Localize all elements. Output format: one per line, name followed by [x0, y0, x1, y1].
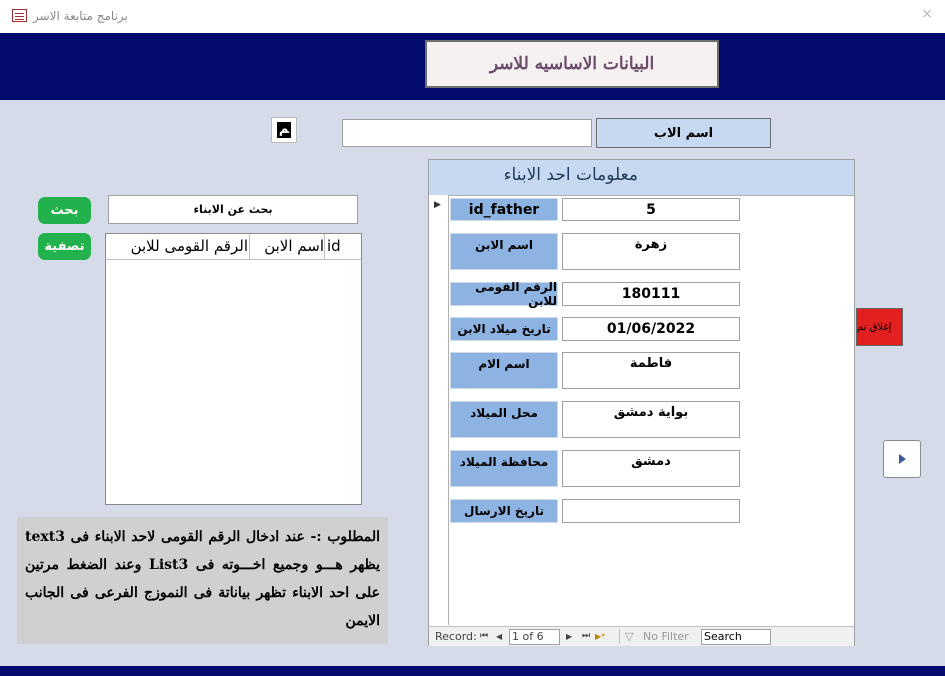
- label-id-father: id_father: [450, 198, 558, 221]
- no-filter-button[interactable]: No Filter: [643, 630, 689, 643]
- subform-title-bar: [429, 160, 854, 196]
- value-send-date[interactable]: [562, 499, 740, 523]
- search-children-field[interactable]: بحث عن الابناء: [108, 195, 358, 224]
- record-selector[interactable]: [429, 195, 449, 625]
- search-box[interactable]: Search: [701, 629, 771, 645]
- nav-divider: [619, 629, 620, 644]
- record-navigation-bar: [429, 626, 854, 646]
- close-form-button[interactable]: إغلاق نم: [856, 308, 903, 346]
- footer-band: [0, 666, 945, 676]
- search-button[interactable]: بحث: [38, 197, 91, 224]
- subform-title: معلومات احد الابناء: [503, 165, 638, 185]
- prev-record-icon[interactable]: ◀: [496, 632, 503, 641]
- first-record-icon[interactable]: ⏮: [480, 631, 489, 641]
- requirement-note: المطلوب :- عند ادخال الرقم القومى لاحد الابناء فى text3 يظهر هـــو وجميع اخـــوته فى List3 وعند الضغط مرتين على احد الابناء تظهر بياناتة فى النموزج الفرعى فى الجانب الايمن: [17, 517, 388, 644]
- list-header-id: id: [324, 234, 363, 259]
- form-icon: [12, 9, 27, 22]
- n-icon[interactable]: [271, 117, 297, 143]
- list-header-national-id: الرقم القومى للابن: [130, 237, 248, 255]
- children-listbox[interactable]: [105, 233, 362, 505]
- label-birth-governorate: محافظة الميلاد: [450, 450, 558, 487]
- record-label: Record:: [435, 630, 477, 643]
- filter-funnel-icon: ▽: [625, 630, 634, 643]
- new-record-icon[interactable]: ▶*: [595, 632, 606, 641]
- n-icon-glyph: ﻢ: [278, 122, 290, 137]
- record-selector-arrow-icon: ▶: [434, 200, 441, 210]
- window-title: برنامج متابعة الاسر: [33, 9, 128, 23]
- label-birth-date: تاريخ ميلاد الابن: [450, 317, 558, 341]
- value-birth-place[interactable]: بواية دمشق: [562, 401, 740, 438]
- page-title-box: [425, 40, 719, 88]
- label-send-date: تاريخ الارسال: [450, 499, 558, 523]
- listbox-header: [106, 234, 361, 260]
- label-child-name: اسم الابن: [450, 233, 558, 270]
- page-title: البيانات الاساسيه للاسر: [489, 54, 655, 74]
- label-national-id: الرقم القومى للابن: [450, 282, 558, 306]
- current-record-field[interactable]: 1 of 6: [509, 629, 560, 645]
- value-birth-governorate[interactable]: دمشق: [562, 450, 740, 487]
- value-birth-date[interactable]: 01/06/2022: [562, 317, 740, 341]
- title-bar: [0, 0, 945, 34]
- father-name-input[interactable]: [342, 119, 592, 147]
- close-icon[interactable]: ×: [921, 6, 933, 22]
- value-child-name[interactable]: زهرة: [562, 233, 740, 270]
- last-record-icon[interactable]: ⏭: [582, 631, 591, 641]
- list-header-child-name: اسم الابن: [249, 234, 324, 259]
- father-name-button[interactable]: اسم الاب: [596, 118, 771, 148]
- value-mother-name[interactable]: فاطمة: [562, 352, 740, 389]
- next-record-icon[interactable]: ▶: [566, 632, 573, 641]
- label-birth-place: محل الميلاد: [450, 401, 558, 438]
- filter-button[interactable]: تصفية: [38, 233, 91, 260]
- next-arrow-button[interactable]: [883, 440, 921, 478]
- label-mother-name: اسم الام: [450, 352, 558, 389]
- value-national-id[interactable]: 180111: [562, 282, 740, 306]
- value-id-father[interactable]: 5: [562, 198, 740, 221]
